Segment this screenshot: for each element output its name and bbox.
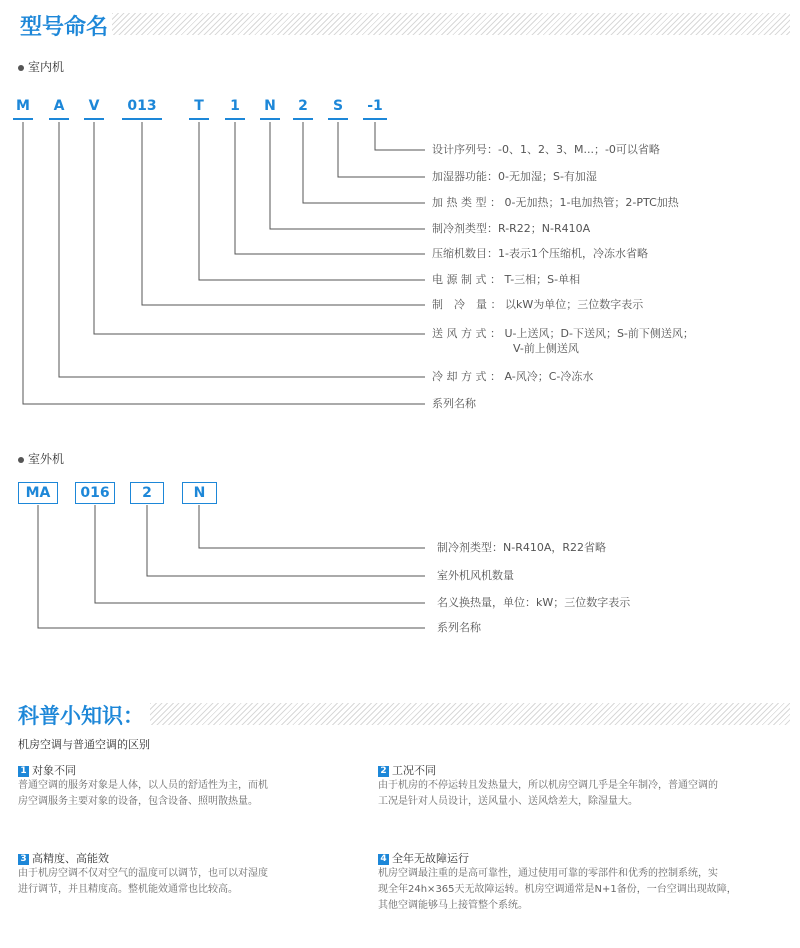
knowledge-heading-1 (18, 762, 76, 778)
indoor-subtitle-text: 室内机 (28, 60, 65, 74)
outdoor-subtitle-text: 室外机 (28, 452, 65, 466)
indoor-code-m: M (16, 98, 30, 114)
connector-line (235, 122, 425, 254)
number-badge-icon: 1 (18, 766, 29, 777)
knowledge-title: 工况不同 (392, 764, 436, 777)
outdoor-subtitle (18, 450, 64, 467)
outdoor-desc-fan-count: 室外机风机数量 (437, 569, 514, 582)
knowledge-title: 对象不同 (32, 764, 76, 777)
desc-heating-type: 加 热 类 型 ： 0-无加热；1-电加热管；2-PTC加热 (432, 196, 679, 209)
knowledge-line: 房空调服务主要对象的设备，包含设备、照明散热量。 (18, 796, 258, 807)
knowledge-heading-3 (18, 850, 109, 866)
connector-line (59, 122, 425, 377)
desc-power-system: 电 源 制 式 ： T-三相；S-单相 (432, 273, 581, 286)
knowledge-body-1 (18, 778, 423, 810)
knowledge-line: 其他空调能够马上接管整个系统。 (378, 900, 528, 911)
indoor-code-refrigerant: N (264, 98, 276, 114)
connector-line (270, 122, 425, 229)
connector-line (94, 122, 425, 334)
knowledge-heading-2 (378, 762, 436, 778)
indoor-code-capacity: 013 (127, 98, 157, 114)
knowledge-line: 现全年24h×365天无故障运转。机房空调通常是N+1备份，一台空调出现故障， (378, 884, 737, 895)
indoor-code-a: A (53, 98, 65, 114)
indoor-code-humidifier: S (332, 98, 344, 114)
indoor-code-compressor: 1 (230, 98, 240, 114)
desc-air-supply: 送 风 方 式 ： U-上送风；D-下送风；S-前下侧送风； (432, 327, 694, 340)
desc-humidifier: 加湿器功能：0-无加湿；S-有加湿 (432, 170, 597, 183)
outdoor-desc-capacity: 名义换热量，单位：kW；三位数字表示 (437, 596, 631, 609)
desc-cooling-method: 冷 却 方 式 ： A-风冷；C-冷冻水 (432, 370, 594, 383)
knowledge-line: 机房空调最注重的是高可靠性，通过使用可靠的零部件和优秀的控制系统，实 (378, 868, 718, 879)
desc-series-name: 系列名称 (432, 397, 476, 410)
knowledge-heading-4 (378, 850, 469, 866)
desc-refrigerant: 制冷剂类型：R-R22；N-R410A (432, 222, 591, 235)
indoor-code-v: V (88, 98, 100, 114)
connector-line (303, 122, 425, 203)
outdoor-code-series: MA (18, 482, 58, 504)
knowledge-body-4 (378, 866, 783, 914)
knowledge-line: 进行调节，并且精度高。整机能效通常也比较高。 (18, 884, 238, 895)
title-hatch-decoration (150, 703, 790, 725)
number-badge-icon: 4 (378, 854, 389, 865)
outdoor-desc-refrigerant: 制冷剂类型：N-R410A，R22省略 (437, 541, 607, 554)
desc-series-number: 设计序列号：-0、1、2、3、M...；-0可以省略 (432, 143, 660, 156)
knowledge-line: 由于机房空调不仅对空气的温度可以调节，也可以对湿度 (18, 868, 268, 879)
knowledge-title: 全年无故障运行 (392, 852, 469, 865)
number-badge-icon: 3 (18, 854, 29, 865)
outdoor-code-capacity: 016 (75, 482, 115, 504)
indoor-code-series: -1 (367, 98, 383, 114)
desc-cooling-capacity: 制 冷 量 ： 以kW为单位；三位数字表示 (432, 298, 644, 311)
outdoor-code-fan-count: 2 (130, 482, 164, 504)
number-badge-icon: 2 (378, 766, 389, 777)
connector-line (95, 505, 425, 603)
knowledge-intro: 机房空调与普通空调的区别 (18, 738, 150, 751)
knowledge-body-2 (378, 778, 783, 810)
connector-line (199, 122, 425, 280)
outdoor-desc-series-name: 系列名称 (437, 621, 481, 634)
indoor-code-heating: 2 (298, 98, 308, 114)
section-title-knowledge: 科普小知识： (18, 704, 144, 728)
outdoor-code-refrigerant: N (182, 482, 217, 504)
connector-line (23, 122, 425, 404)
connector-line (199, 505, 425, 548)
desc-compressor-count: 压缩机数目：1-表示1个压缩机，冷冻水省略 (432, 247, 648, 260)
indoor-code-power: T (194, 98, 204, 114)
knowledge-body-3 (18, 866, 423, 898)
connector-line (142, 122, 425, 305)
knowledge-line: 由于机房的不停运转且发热量大，所以机房空调几乎是全年制冷，普通空调的 (378, 780, 718, 791)
connector-line (38, 505, 425, 628)
knowledge-line: 工况是针对人员设计，送风量小、送风焓差大，除湿量大。 (378, 796, 638, 807)
knowledge-title: 高精度、高能效 (32, 852, 109, 865)
connector-line (147, 505, 425, 576)
bullet-icon (18, 457, 24, 463)
connector-line (375, 122, 425, 150)
desc-air-supply-line2: V-前上侧送风 (513, 342, 579, 355)
knowledge-line: 普通空调的服务对象是人体，以人员的舒适性为主，而机 (18, 780, 268, 791)
section-title-model-naming: 型号命名 (20, 15, 109, 40)
